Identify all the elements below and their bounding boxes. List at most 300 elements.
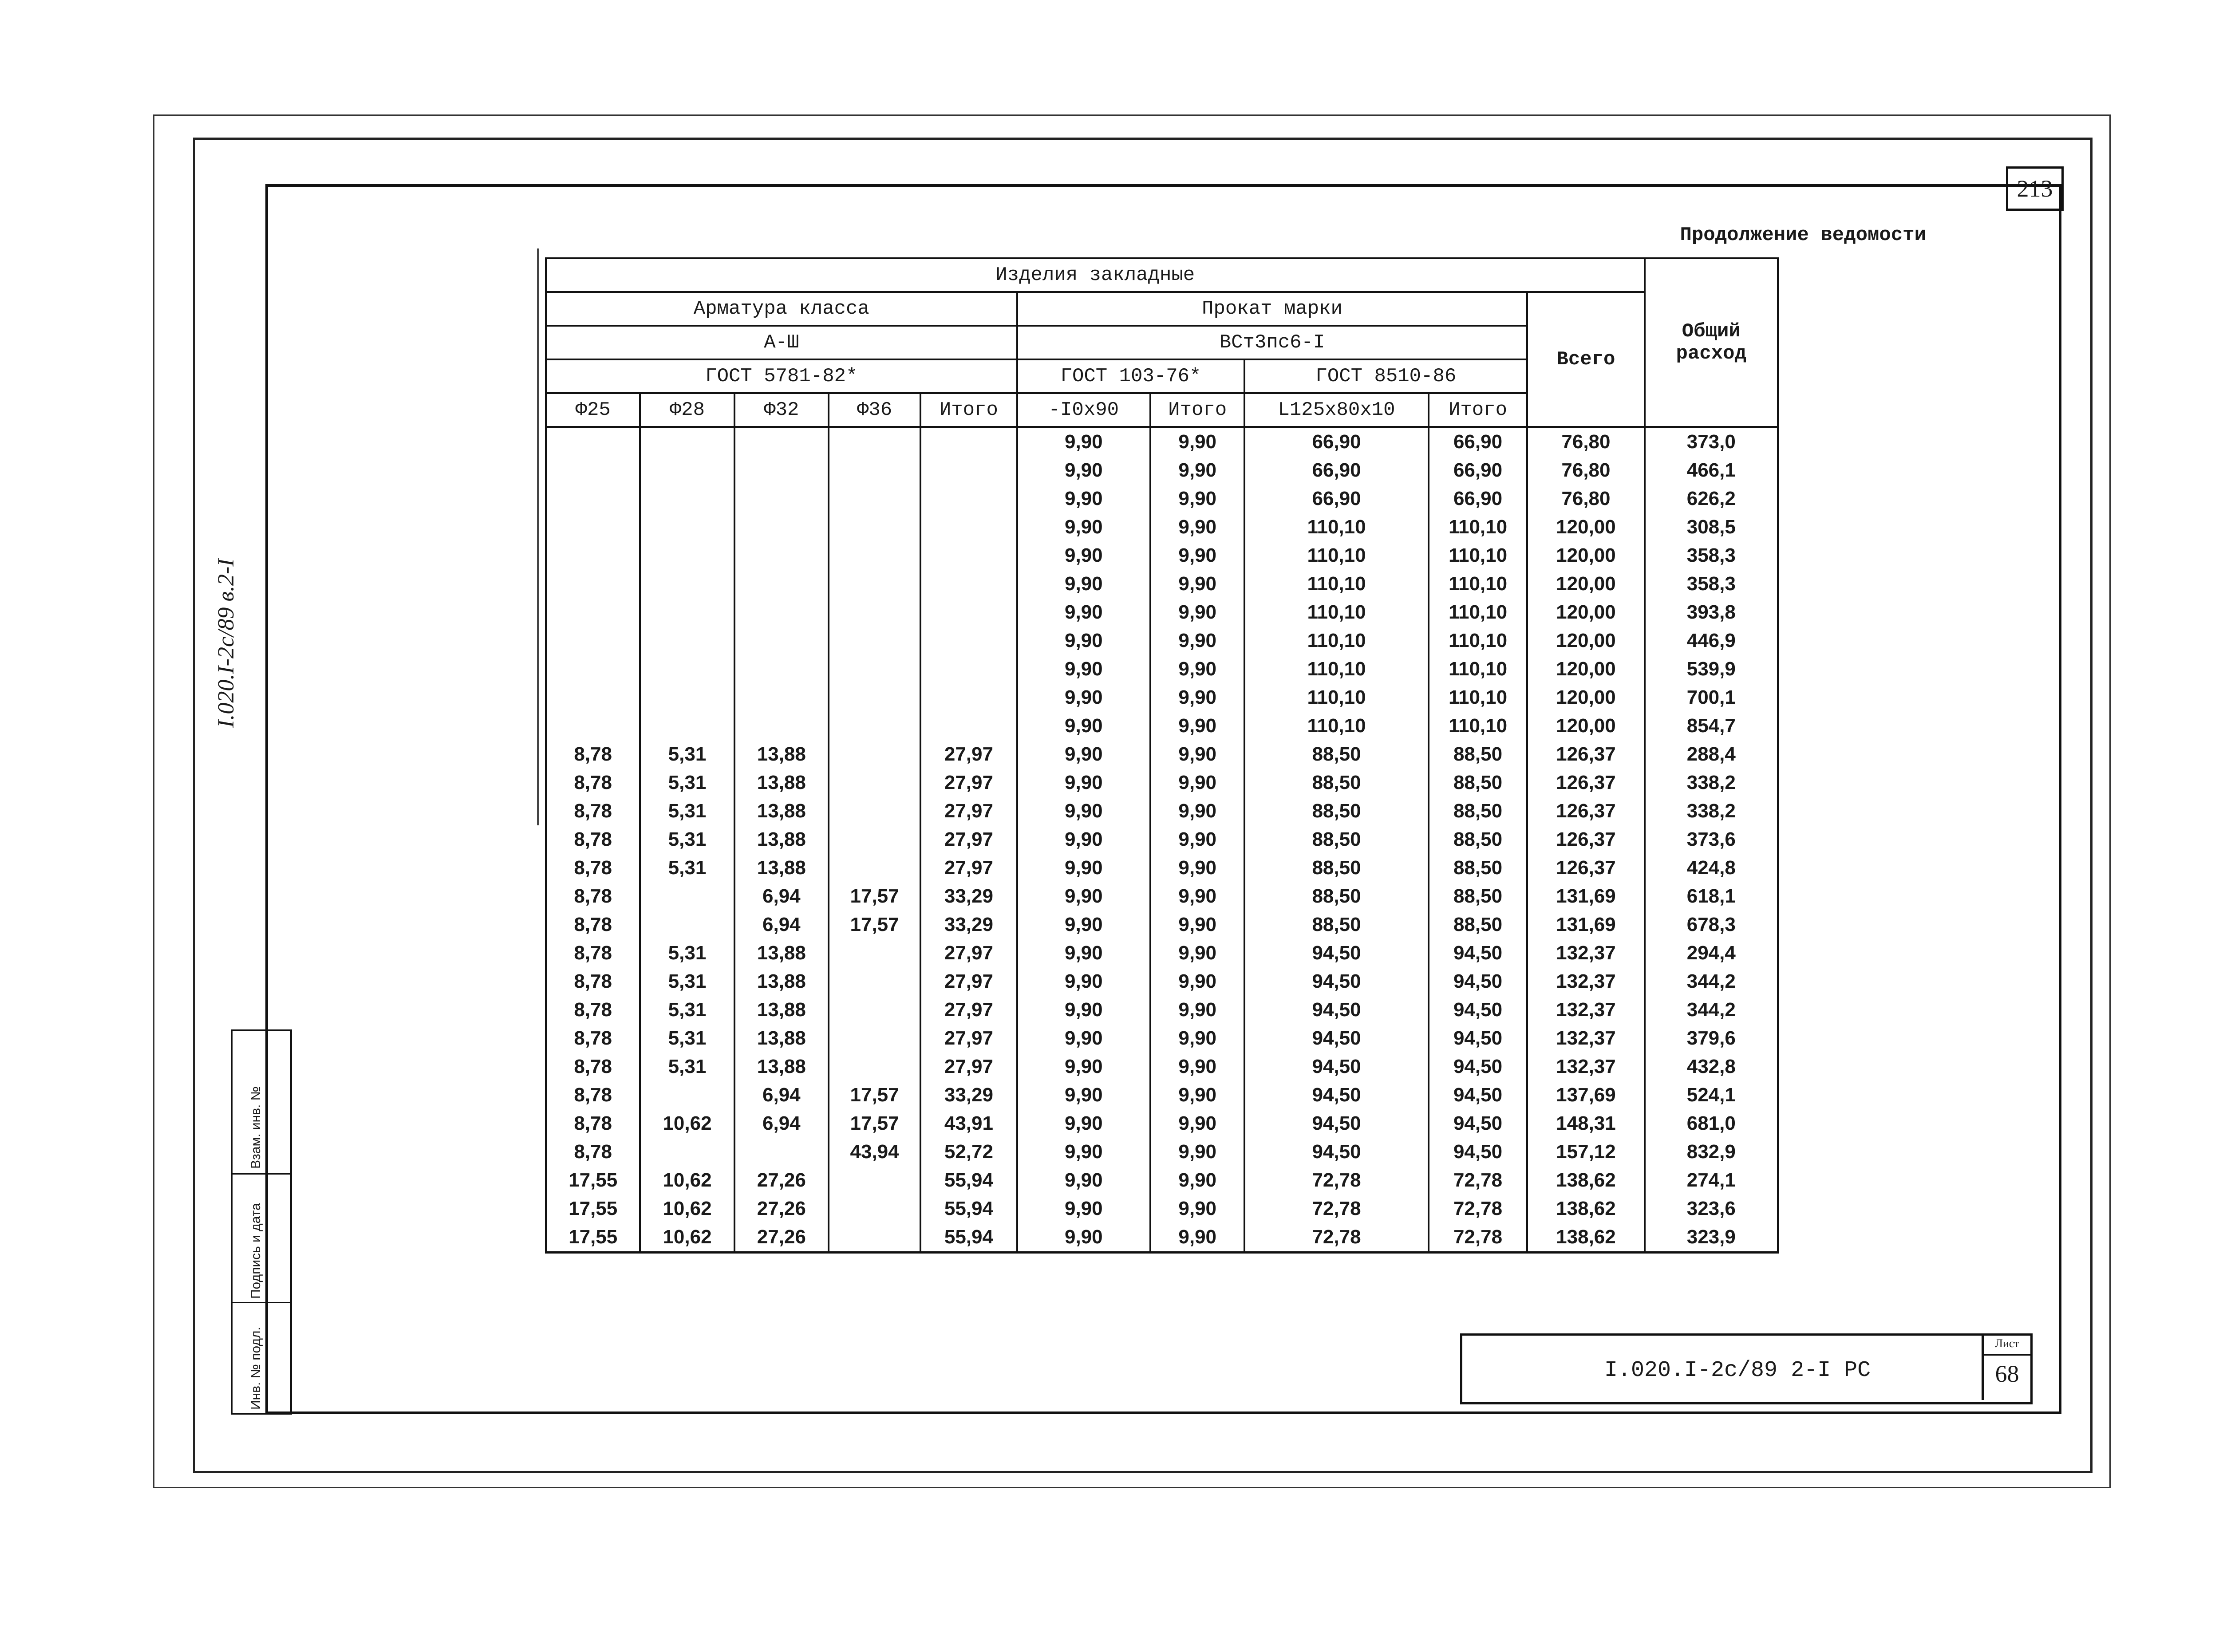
sheet-number: 68 bbox=[1995, 1360, 2019, 1387]
table-cell: 854,7 bbox=[1645, 712, 1778, 740]
table-cell: 9,90 bbox=[1017, 939, 1150, 967]
table-cell: 323,9 bbox=[1645, 1223, 1778, 1253]
table-cell: 5,31 bbox=[640, 1053, 734, 1081]
table-cell: 110,10 bbox=[1429, 541, 1528, 570]
table-cell: 6,94 bbox=[734, 911, 829, 939]
table-cell bbox=[829, 570, 920, 598]
table-cell: 9,90 bbox=[1017, 598, 1150, 627]
table-row bbox=[546, 627, 1778, 655]
table-cell: 373,0 bbox=[1645, 427, 1778, 456]
header-prokat-gost-1: ГОСТ 103-76* bbox=[1017, 359, 1245, 393]
table-row bbox=[546, 967, 1778, 996]
table-cell bbox=[734, 627, 829, 655]
table-cell bbox=[829, 854, 920, 882]
table-cell: 17,57 bbox=[829, 911, 920, 939]
table-cell: 344,2 bbox=[1645, 996, 1778, 1024]
table-cell: 8,78 bbox=[546, 911, 640, 939]
table-cell: 832,9 bbox=[1645, 1138, 1778, 1166]
table-cell: 9,90 bbox=[1017, 1024, 1150, 1053]
table-cell: 9,90 bbox=[1150, 456, 1244, 485]
table-cell: 132,37 bbox=[1527, 996, 1644, 1024]
table-cell: 9,90 bbox=[1017, 712, 1150, 740]
table-cell bbox=[920, 627, 1017, 655]
table-cell: 55,94 bbox=[920, 1223, 1017, 1253]
table-cell bbox=[829, 797, 920, 825]
table-cell: 9,90 bbox=[1150, 797, 1244, 825]
table-cell: 9,90 bbox=[1150, 1166, 1244, 1195]
table-cell: 110,10 bbox=[1244, 655, 1428, 683]
header-armatura-class: А-Ш bbox=[546, 326, 1017, 359]
table-row bbox=[546, 1138, 1778, 1166]
table-cell: 27,97 bbox=[920, 1024, 1017, 1053]
table-cell: 5,31 bbox=[640, 939, 734, 967]
table-cell bbox=[829, 655, 920, 683]
table-cell: 94,50 bbox=[1244, 1138, 1428, 1166]
table-cell: 17,55 bbox=[546, 1166, 640, 1195]
table-cell: 138,62 bbox=[1527, 1195, 1644, 1223]
table-cell: 9,90 bbox=[1150, 513, 1244, 541]
table-cell: 120,00 bbox=[1527, 712, 1644, 740]
table-cell: 94,50 bbox=[1244, 1081, 1428, 1109]
table-cell: 9,90 bbox=[1017, 1166, 1150, 1195]
table-cell: 13,88 bbox=[734, 825, 829, 854]
table-cell: 379,6 bbox=[1645, 1024, 1778, 1053]
table-row bbox=[546, 485, 1778, 513]
table-cell: 88,50 bbox=[1429, 740, 1528, 769]
table-cell: 94,50 bbox=[1429, 1081, 1528, 1109]
table-cell: 8,78 bbox=[546, 967, 640, 996]
table-cell: 9,90 bbox=[1017, 456, 1150, 485]
table-cell: 43,94 bbox=[829, 1138, 920, 1166]
table-cell: 132,37 bbox=[1527, 1024, 1644, 1053]
table-cell: 17,57 bbox=[829, 882, 920, 911]
side-document-code-text: I.020.I-2с/89 в.2-I bbox=[213, 559, 239, 728]
table-cell bbox=[546, 541, 640, 570]
table-cell bbox=[734, 427, 829, 456]
table-cell: 126,37 bbox=[1527, 797, 1644, 825]
table-cell: 27,97 bbox=[920, 769, 1017, 797]
column-header: Итого bbox=[1150, 393, 1244, 427]
table-cell bbox=[640, 911, 734, 939]
table-cell: 27,97 bbox=[920, 854, 1017, 882]
table-row bbox=[546, 1109, 1778, 1138]
table-cell: 88,50 bbox=[1244, 882, 1428, 911]
table-cell: 157,12 bbox=[1527, 1138, 1644, 1166]
table-cell bbox=[734, 683, 829, 712]
document-code: I.020.I-2с/89 2-I РС bbox=[1604, 1358, 1871, 1383]
table-cell: 110,10 bbox=[1244, 513, 1428, 541]
table-cell bbox=[920, 541, 1017, 570]
table-cell: 13,88 bbox=[734, 854, 829, 882]
table-cell: 9,90 bbox=[1150, 712, 1244, 740]
table-cell: 9,90 bbox=[1017, 513, 1150, 541]
stamp-cell-original bbox=[233, 1302, 290, 1414]
table-cell: 358,3 bbox=[1645, 541, 1778, 570]
table-cell: 13,88 bbox=[734, 1024, 829, 1053]
table-cell: 138,62 bbox=[1527, 1166, 1644, 1195]
table-cell: 9,90 bbox=[1017, 769, 1150, 797]
table-cell bbox=[640, 598, 734, 627]
table-cell bbox=[829, 1166, 920, 1195]
table-cell: 13,88 bbox=[734, 939, 829, 967]
table-cell bbox=[829, 996, 920, 1024]
table-cell bbox=[829, 1223, 920, 1253]
column-header: Φ32 bbox=[734, 393, 829, 427]
table-cell bbox=[920, 570, 1017, 598]
table-cell bbox=[920, 712, 1017, 740]
table-cell: 9,90 bbox=[1150, 683, 1244, 712]
header-prokat: Прокат марки bbox=[1017, 292, 1528, 326]
table-cell: 9,90 bbox=[1017, 485, 1150, 513]
table-cell: 66,90 bbox=[1244, 427, 1428, 456]
table-cell bbox=[920, 485, 1017, 513]
table-cell: 338,2 bbox=[1645, 797, 1778, 825]
sheet-number-box bbox=[1982, 1333, 2030, 1400]
table-cell: 72,78 bbox=[1429, 1223, 1528, 1253]
table-cell: 9,90 bbox=[1150, 1024, 1244, 1053]
table-cell bbox=[734, 570, 829, 598]
table-cell: 9,90 bbox=[1017, 854, 1150, 882]
table-cell bbox=[829, 513, 920, 541]
table-cell: 9,90 bbox=[1017, 740, 1150, 769]
table-cell: 88,50 bbox=[1244, 825, 1428, 854]
table-row bbox=[546, 513, 1778, 541]
table-cell: 120,00 bbox=[1527, 513, 1644, 541]
table-cell: 120,00 bbox=[1527, 655, 1644, 683]
table-cell: 5,31 bbox=[640, 825, 734, 854]
table-cell: 27,97 bbox=[920, 996, 1017, 1024]
table-cell bbox=[829, 541, 920, 570]
table-cell bbox=[640, 1081, 734, 1109]
table-cell: 8,78 bbox=[546, 769, 640, 797]
table-cell: 126,37 bbox=[1527, 825, 1644, 854]
table-row bbox=[546, 797, 1778, 825]
table-cell: 344,2 bbox=[1645, 967, 1778, 996]
table-cell bbox=[546, 485, 640, 513]
table-cell: 27,97 bbox=[920, 939, 1017, 967]
table-cell: 13,88 bbox=[734, 740, 829, 769]
table-cell: 72,78 bbox=[1429, 1166, 1528, 1195]
table-cell bbox=[640, 627, 734, 655]
table-cell: 88,50 bbox=[1429, 911, 1528, 939]
header-armatura-gost: ГОСТ 5781-82* bbox=[546, 359, 1017, 393]
table-row bbox=[546, 1053, 1778, 1081]
table-cell bbox=[734, 541, 829, 570]
table-cell: 323,6 bbox=[1645, 1195, 1778, 1223]
table-cell: 94,50 bbox=[1429, 1138, 1528, 1166]
table-cell bbox=[829, 456, 920, 485]
table-cell: 9,90 bbox=[1017, 1223, 1150, 1253]
table-cell: 120,00 bbox=[1527, 598, 1644, 627]
table-cell: 110,10 bbox=[1244, 541, 1428, 570]
table-cell: 120,00 bbox=[1527, 570, 1644, 598]
table-row bbox=[546, 683, 1778, 712]
table-cell bbox=[829, 712, 920, 740]
table-cell: 9,90 bbox=[1150, 967, 1244, 996]
table-cell: 137,69 bbox=[1527, 1081, 1644, 1109]
table-cell: 126,37 bbox=[1527, 740, 1644, 769]
table-cell: 9,90 bbox=[1017, 996, 1150, 1024]
table-cell: 110,10 bbox=[1244, 683, 1428, 712]
table-cell: 76,80 bbox=[1527, 485, 1644, 513]
table-cell: 72,78 bbox=[1244, 1166, 1428, 1195]
table-cell bbox=[920, 456, 1017, 485]
table-cell: 9,90 bbox=[1150, 825, 1244, 854]
table-cell: 338,2 bbox=[1645, 769, 1778, 797]
table-cell: 308,5 bbox=[1645, 513, 1778, 541]
table-cell bbox=[546, 570, 640, 598]
table-cell bbox=[546, 513, 640, 541]
table-cell: 10,62 bbox=[640, 1109, 734, 1138]
table-row bbox=[546, 882, 1778, 911]
page-number: 213 bbox=[2006, 166, 2064, 211]
table-cell bbox=[829, 627, 920, 655]
header-vsego: Всего bbox=[1527, 292, 1644, 427]
column-header: Итого bbox=[1429, 393, 1528, 427]
stamp-cell-signature-label: Подпись и дата bbox=[249, 1203, 263, 1299]
table-cell: 66,90 bbox=[1429, 456, 1528, 485]
table-cell: 9,90 bbox=[1150, 882, 1244, 911]
table-cell bbox=[829, 683, 920, 712]
table-row bbox=[546, 1223, 1778, 1253]
table-cell: 27,97 bbox=[920, 1053, 1017, 1081]
table-cell: 13,88 bbox=[734, 967, 829, 996]
table-body bbox=[546, 427, 1778, 1253]
stamp-cell-inventory-label: Взам. инв. № bbox=[249, 1086, 263, 1169]
table-row bbox=[546, 712, 1778, 740]
table-cell bbox=[640, 683, 734, 712]
table-cell bbox=[829, 1195, 920, 1223]
table-cell: 8,78 bbox=[546, 1053, 640, 1081]
table-cell: 27,97 bbox=[920, 967, 1017, 996]
table-cell: 5,31 bbox=[640, 797, 734, 825]
table-cell: 9,90 bbox=[1017, 1195, 1150, 1223]
table-cell: 120,00 bbox=[1527, 683, 1644, 712]
table-cell: 6,94 bbox=[734, 1109, 829, 1138]
table-cell: 8,78 bbox=[546, 996, 640, 1024]
table-cell: 13,88 bbox=[734, 1053, 829, 1081]
table-cell: 13,88 bbox=[734, 996, 829, 1024]
table-cell bbox=[734, 1138, 829, 1166]
table-cell: 9,90 bbox=[1017, 1109, 1150, 1138]
table-cell bbox=[829, 598, 920, 627]
table-cell: 132,37 bbox=[1527, 939, 1644, 967]
table-cell bbox=[920, 513, 1017, 541]
table-cell bbox=[546, 655, 640, 683]
table-row bbox=[546, 939, 1778, 967]
table-row bbox=[546, 996, 1778, 1024]
table-cell: 88,50 bbox=[1429, 797, 1528, 825]
stamp-cell-original-label: Инв. № подл. bbox=[249, 1327, 263, 1410]
table-cell bbox=[546, 456, 640, 485]
table-cell: 88,50 bbox=[1244, 740, 1428, 769]
table-cell: 66,90 bbox=[1429, 427, 1528, 456]
table-row bbox=[546, 570, 1778, 598]
table-cell: 6,94 bbox=[734, 882, 829, 911]
table-cell: 88,50 bbox=[1244, 769, 1428, 797]
table-cell: 33,29 bbox=[920, 1081, 1017, 1109]
table-cell: 76,80 bbox=[1527, 427, 1644, 456]
table-cell: 393,8 bbox=[1645, 598, 1778, 627]
table-cell: 88,50 bbox=[1429, 882, 1528, 911]
table-cell bbox=[546, 427, 640, 456]
column-header: L125x80x10 bbox=[1244, 393, 1428, 427]
table-cell: 131,69 bbox=[1527, 882, 1644, 911]
table-cell: 678,3 bbox=[1645, 911, 1778, 939]
table-cell bbox=[920, 427, 1017, 456]
table-cell bbox=[829, 740, 920, 769]
table-cell: 9,90 bbox=[1017, 825, 1150, 854]
table-cell: 17,55 bbox=[546, 1223, 640, 1253]
table-cell: 94,50 bbox=[1429, 996, 1528, 1024]
table-cell bbox=[829, 1053, 920, 1081]
table-cell: 9,90 bbox=[1150, 1109, 1244, 1138]
table-cell: 9,90 bbox=[1150, 598, 1244, 627]
table-cell bbox=[640, 541, 734, 570]
table-cell: 9,90 bbox=[1017, 797, 1150, 825]
table-cell: 17,57 bbox=[829, 1081, 920, 1109]
table-cell: 9,90 bbox=[1150, 996, 1244, 1024]
materials-table bbox=[545, 257, 1779, 1254]
table-cell: 17,57 bbox=[829, 1109, 920, 1138]
table-row bbox=[546, 1195, 1778, 1223]
table-cell bbox=[734, 712, 829, 740]
table-cell: 120,00 bbox=[1527, 627, 1644, 655]
table-cell bbox=[734, 598, 829, 627]
table-cell: 94,50 bbox=[1429, 1053, 1528, 1081]
table-cell: 9,90 bbox=[1017, 627, 1150, 655]
table-cell: 9,90 bbox=[1150, 541, 1244, 570]
table-cell: 6,94 bbox=[734, 1081, 829, 1109]
table-cell: 9,90 bbox=[1150, 1138, 1244, 1166]
table-cell: 373,6 bbox=[1645, 825, 1778, 854]
table-cell: 524,1 bbox=[1645, 1081, 1778, 1109]
table-row bbox=[546, 541, 1778, 570]
table-cell: 94,50 bbox=[1429, 939, 1528, 967]
table-cell: 5,31 bbox=[640, 740, 734, 769]
table-cell: 681,0 bbox=[1645, 1109, 1778, 1138]
sheet-label: Лист bbox=[1984, 1333, 2030, 1356]
table-cell: 33,29 bbox=[920, 911, 1017, 939]
table-row bbox=[546, 825, 1778, 854]
table-cell: 110,10 bbox=[1429, 683, 1528, 712]
table-cell: 88,50 bbox=[1244, 797, 1428, 825]
table-cell bbox=[546, 627, 640, 655]
table-cell: 8,78 bbox=[546, 740, 640, 769]
table-cell: 33,29 bbox=[920, 882, 1017, 911]
table-cell bbox=[640, 570, 734, 598]
table-cell: 9,90 bbox=[1017, 683, 1150, 712]
table-cell: 13,88 bbox=[734, 797, 829, 825]
table-cell: 94,50 bbox=[1429, 967, 1528, 996]
table-cell: 626,2 bbox=[1645, 485, 1778, 513]
column-header: -I0x90 bbox=[1017, 393, 1150, 427]
table-cell: 110,10 bbox=[1429, 570, 1528, 598]
table-cell: 110,10 bbox=[1429, 513, 1528, 541]
table-cell: 5,31 bbox=[640, 1024, 734, 1053]
table-row bbox=[546, 1024, 1778, 1053]
table-cell: 9,90 bbox=[1150, 1223, 1244, 1253]
table-row bbox=[546, 598, 1778, 627]
table-cell: 132,37 bbox=[1527, 967, 1644, 996]
table-cell: 9,90 bbox=[1017, 1138, 1150, 1166]
table-cell bbox=[546, 598, 640, 627]
table-cell: 539,9 bbox=[1645, 655, 1778, 683]
table-cell: 66,90 bbox=[1429, 485, 1528, 513]
table-cell: 27,26 bbox=[734, 1195, 829, 1223]
header-prokat-grade: ВСт3пс6-I bbox=[1017, 326, 1528, 359]
table-cell: 94,50 bbox=[1244, 1109, 1428, 1138]
table-cell bbox=[640, 712, 734, 740]
table-cell: 94,50 bbox=[1244, 1024, 1428, 1053]
table-cell: 10,62 bbox=[640, 1166, 734, 1195]
table-row bbox=[546, 740, 1778, 769]
table-cell: 72,78 bbox=[1244, 1195, 1428, 1223]
table-cell: 110,10 bbox=[1429, 598, 1528, 627]
table-cell: 88,50 bbox=[1429, 825, 1528, 854]
table-cell: 17,55 bbox=[546, 1195, 640, 1223]
table-cell: 8,78 bbox=[546, 1109, 640, 1138]
table-cell: 274,1 bbox=[1645, 1166, 1778, 1195]
table-cell: 94,50 bbox=[1429, 1024, 1528, 1053]
table-cell: 110,10 bbox=[1244, 712, 1428, 740]
table-cell bbox=[640, 427, 734, 456]
table-cell: 9,90 bbox=[1150, 854, 1244, 882]
table-row bbox=[546, 911, 1778, 939]
table-cell: 66,90 bbox=[1244, 456, 1428, 485]
table-cell: 432,8 bbox=[1645, 1053, 1778, 1081]
table-cell: 55,94 bbox=[920, 1166, 1017, 1195]
table-cell: 424,8 bbox=[1645, 854, 1778, 882]
table-cell: 446,9 bbox=[1645, 627, 1778, 655]
table-cell: 94,50 bbox=[1244, 1053, 1428, 1081]
table-cell: 288,4 bbox=[1645, 740, 1778, 769]
table-cell: 8,78 bbox=[546, 1081, 640, 1109]
table-cell bbox=[829, 769, 920, 797]
table-cell: 43,91 bbox=[920, 1109, 1017, 1138]
table-cell: 9,90 bbox=[1150, 627, 1244, 655]
table-row bbox=[546, 769, 1778, 797]
table-cell bbox=[829, 1024, 920, 1053]
table-cell: 148,31 bbox=[1527, 1109, 1644, 1138]
table-cell: 94,50 bbox=[1244, 967, 1428, 996]
table-cell bbox=[640, 513, 734, 541]
stamp-cell-inventory bbox=[233, 1031, 290, 1173]
table-cell: 72,78 bbox=[1244, 1223, 1428, 1253]
table-cell: 9,90 bbox=[1150, 1195, 1244, 1223]
table-cell: 138,62 bbox=[1527, 1223, 1644, 1253]
table-cell: 9,90 bbox=[1150, 1053, 1244, 1081]
table-cell: 13,88 bbox=[734, 769, 829, 797]
table-cell bbox=[829, 427, 920, 456]
table-cell: 9,90 bbox=[1017, 655, 1150, 683]
table-cell: 120,00 bbox=[1527, 541, 1644, 570]
table-cell: 76,80 bbox=[1527, 456, 1644, 485]
table-cell: 8,78 bbox=[546, 825, 640, 854]
column-header: Φ28 bbox=[640, 393, 734, 427]
table-cell bbox=[734, 485, 829, 513]
table-cell: 126,37 bbox=[1527, 769, 1644, 797]
table-cell: 358,3 bbox=[1645, 570, 1778, 598]
table-cell: 10,62 bbox=[640, 1195, 734, 1223]
column-header: Φ25 bbox=[546, 393, 640, 427]
column-header: Итого bbox=[920, 393, 1017, 427]
header-total-consumption: Общий расход bbox=[1645, 258, 1778, 427]
table-cell: 88,50 bbox=[1244, 911, 1428, 939]
table-cell: 72,78 bbox=[1429, 1195, 1528, 1223]
table-cell: 9,90 bbox=[1150, 655, 1244, 683]
table-cell: 294,4 bbox=[1645, 939, 1778, 967]
